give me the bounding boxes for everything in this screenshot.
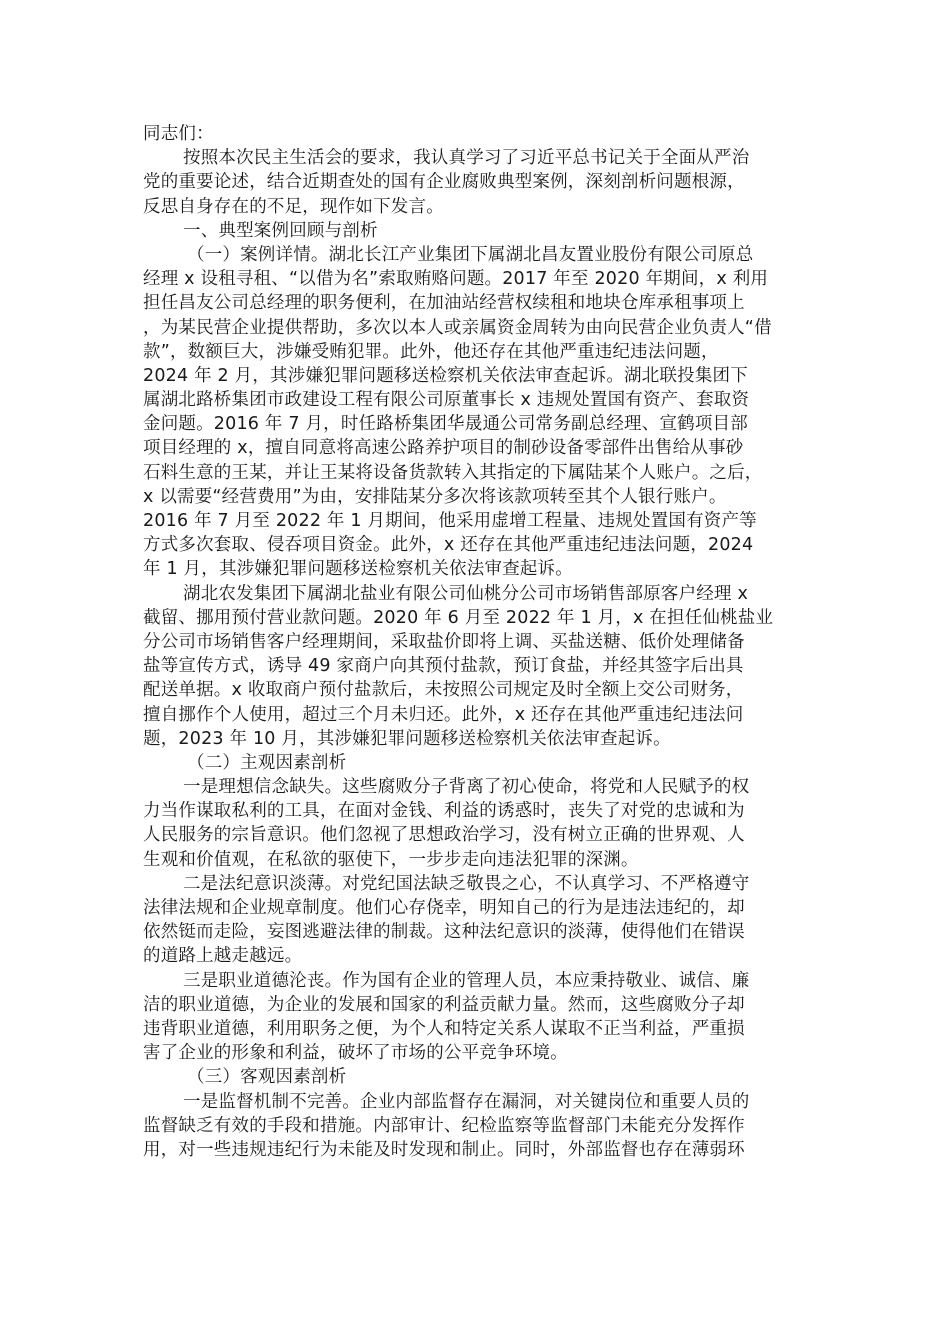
text-line: 方式多次套取、侵吞项目资金。此外，x 还存在其他严重违纪违法问题，2024 <box>143 535 754 556</box>
text-line: 年 1 月，其涉嫌犯罪问题移送检察机关依法审查起诉。 <box>143 559 573 580</box>
text-line: 用，对一些违规违纪行为未能及时发现和制止。同时，外部监督也存在薄弱环 <box>143 1139 745 1160</box>
text-line: 盐等宣传方式，诱导 49 家商户向其预付盐款，预订食盐，并经其签字后出具 <box>143 656 744 677</box>
text-line: 截留、挪用预付营业款问题。2020 年 6 月至 2022 年 1 月，x 在担任仙桃盐业 <box>143 607 774 628</box>
text-line: 2016 年 7 月至 2022 年 1 月期间，他采用虚增工程量、违规处置国有资产等 <box>143 511 757 531</box>
text-line: 党的重要论述，结合近期查处的国有企业腐败典型案例，深刻剖析问题根源， <box>143 172 745 193</box>
text-line: 反思自身存在的不足，现作如下发言。 <box>143 196 444 217</box>
text-line: 按照本次民主生活会的要求，我认真学习了习近平总书记关于全面从严治 <box>183 148 750 169</box>
text-line: 力当作谋取私利的工具，在面对金钱、利益的诱惑时，丧失了对党的忠诚和为 <box>143 801 745 822</box>
text-line: 2024 年 2 月，其涉嫌犯罪问题移送检察机关依法审查起诉。湖北联投集团下 <box>143 365 748 386</box>
text-line: 分公司市场销售客户经理期间，采取盐价即将上调、买盐送糖、低价处理储备 <box>143 631 745 652</box>
text-line: 配送单据。x 收取商户预付盐款后，未按照公司规定及时全额上交公司财务， <box>143 680 744 701</box>
text-line: 擅自挪作个人使用，超过三个月未归还。此外，x 还存在其他严重违纪违法问 <box>143 704 744 725</box>
text-line: 一是监督机制不完善。企业内部监督存在漏洞，对关键岗位和重要人员的 <box>183 1091 750 1112</box>
text-line: （二）主观因素剖析 <box>187 752 347 773</box>
text-line: 湖北农发集团下属湖北盐业有限公司仙桃分公司市场销售部原客户经理 x <box>183 583 749 604</box>
text-line: 人民服务的宗旨意识。他们忽视了思想政治学习，没有树立正确的世界观、人 <box>143 825 745 846</box>
text-line: 担任昌友公司总经理的职务便利，在加油站经营权续租和地块仓库承租事项上 <box>143 293 745 314</box>
text-line: 法律法规和企业规章制度。他们心存侥幸，明知自己的行为是违法违纪的，却 <box>143 898 745 918</box>
text-line: 违背职业道德，利用职务之便，为个人和特定关系人谋取不正当利益，严重损 <box>143 1018 745 1039</box>
greeting: 同志们： <box>143 124 214 144</box>
text-line: 项目经理的 x，擅自同意将高速公路养护项目的制砂设备零部件出售给从事砂 <box>143 438 744 459</box>
text-line: 经理 x 设租寻租、“以借为名”索取贿赂问题。2017 年至 2020 年期间，x 利用 <box>143 269 769 290</box>
text-line: （一）案例详情。湖北长江产业集团下属湖北昌友置业股份有限公司原总 <box>187 244 754 265</box>
text-line: 款”，数额巨大，涉嫌受贿犯罪。此外，他还存在其他严重违纪违法问题， <box>143 341 719 362</box>
text-line: 一、典型案例回顾与剖析 <box>183 220 378 241</box>
text-line: 金问题。2016 年 7 月，时任路桥集团华晟通公司常务副总经理、宣鹤项目部 <box>143 414 748 435</box>
text-line: 监督缺乏有效的手段和措施。内部审计、纪检监察等监督部门未能充分发挥作 <box>143 1115 745 1136</box>
text-line: 害了企业的形象和利益，破坏了市场的公平竞争环境。 <box>143 1043 568 1064</box>
text-line: 生观和价值观，在私欲的驱使下，一步步走向违法犯罪的深渊。 <box>143 849 639 870</box>
text-line: x 以需要“经营费用”为由，安排陆某分多次将该款项转至其个人银行账户。 <box>143 486 727 507</box>
paragraph-lines <box>143 146 803 1162</box>
text-line: ，为某民营企业提供帮助，多次以本人或亲属资金周转为由向民营企业负责人“借 <box>143 317 772 338</box>
document-body <box>143 122 803 1162</box>
text-line: 的道路上越走越远。 <box>143 946 303 967</box>
text-line: 二是法纪意识淡薄。对党纪国法缺乏敬畏之心，不认真学习、不严格遵守 <box>183 873 750 894</box>
text-line: 三是职业道德沦丧。作为国有企业的管理人员，本应秉持敬业、诚信、廉 <box>183 970 750 991</box>
text-line: 石料生意的王某，并让王某将设备货款转入其指定的下属陆某个人账户。之后， <box>143 462 763 483</box>
text-line: 依然铤而走险，妄图逃避法律的制裁。这种法纪意识的淡薄，使得他们在错误 <box>143 922 745 943</box>
text-line: 一是理想信念缺失。这些腐败分子背离了初心使命，将党和人民赋予的权 <box>183 777 750 798</box>
text-line: 洁的职业道德，为企业的发展和国家的利益贡献力量。然而，这些腐败分子却 <box>143 994 745 1015</box>
text-line: 属湖北路桥集团市政建设工程有限公司原董事长 x 违规处置国有资产、套取资 <box>143 390 750 411</box>
text-line: （三）客观因素剖析 <box>187 1067 347 1088</box>
text-line: 题，2023 年 10 月，其涉嫌犯罪问题移送检察机关依法审查起诉。 <box>143 728 671 749</box>
